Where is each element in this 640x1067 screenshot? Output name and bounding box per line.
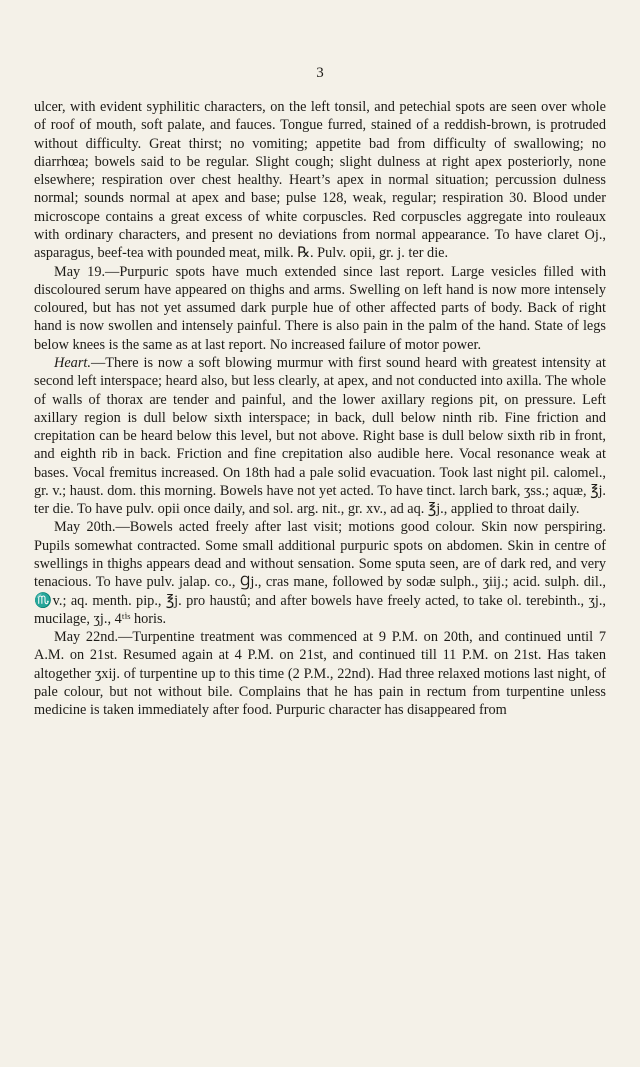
- paragraph-text: May 22nd.—Turpentine treatment was commenced at 9 P.M. on 20th, and continued until 7 A.M. on 21st. Resumed again at 4 P.M. on 21st, and continued till 11 P.M. on 21st. Has taken altogether ʒxij. of turpentine up to this time (2 P.M., 22nd). Had three relaxed motions last night, of pale colour, but not without bile. Complains that he has pain in rectum from turpentine unless medicine is taken immediately after food. Purpuric character has disappeared from: [34, 629, 606, 719]
- paragraph-text: May 20th.—Bowels acted freely after last visit; motions good colour. Skin now perspiring. Pupils somewhat contracted. Some small additional purpuric spots on abdomen. Skin in centre of swellings in thighs appears dead and without sensation. Some sputa seen, are of dark red, and very tenacious. To have pulv. jalap. co., Ɡj., cras mane, followed by sodæ sulph., ʒiij.; acid. sulph. dil., ♏v.; aq. menth. pip., ℥j. pro haustû; and after bowels have freely acted, to take ol. terebinth., ʒj., mucilage, ʒj., 4ᵗⁱˢ horis.: [34, 519, 606, 627]
- paragraph-case-continuation: [34, 98, 606, 263]
- paragraph-text: ulcer, with evident syphilitic characters, on the left tonsil, and petechial spots are seen over whole of roof of mouth, soft palate, and fauces. Tongue furred, stained of a reddish-brown, is protruded without difficulty. Great thirst; no vomiting; appetite bad from difficulty of swallowing; no diarrhœa; bowels said to be regular. Slight cough; slight dulness at right apex posteriorly, none elsewhere; respiration over chest healthy. Heart’s apex in normal situation; percussion dulness normal; sounds normal at apex and base; pulse 128, weak, regular; respiration 30. Blood under microscope contains a great excess of white corpuscles. Red corpuscles aggregate into rouleaux with ordinary characters, and present no deviations from normal appearance. To have claret Oj., asparagus, beef-tea with pounded meat, milk. ℞. Pulv. opii, gr. j. ter die.: [34, 99, 606, 262]
- paragraph-heading-heart: Heart.: [54, 354, 91, 371]
- page-number: 3: [316, 65, 324, 81]
- paragraph-may-19: [34, 263, 606, 354]
- paragraph-may-20: [34, 518, 606, 628]
- paragraph-heart: [34, 354, 606, 519]
- body-text: [34, 98, 606, 720]
- paragraph-text: —There is now a soft blowing murmur with first sound heard with greatest intensity at second left interspace; heard also, but less clearly, at apex, and not conducted into axilla. The whole of walls of thorax are tender and painful, and the lower axillary regions pit, on pressure. Left axillary region is dull below sixth interspace; in back, dull below ninth rib. Fine friction and crepitation can be heard below this level, but not above. Right base is dull below sixth rib in front, and eighth rib in back. Friction and fine crepitation also audible here. Vocal resonance weak at bases. Vocal fremitus increased. On 18th had a pale solid evacuation. Took last night pil. calomel., gr. v.; haust. dom. this morning. Bowels have not yet acted. To have tinct. larch bark, ʒss.; aquæ, ℥j. ter die. To have pulv. opii once daily, and sol. arg. nit., gr. xv., ad aq. ℥j., applied to throat daily.: [34, 354, 606, 518]
- paragraph-text: May 19.—Purpuric spots have much extended since last report. Large vesicles filled with discoloured serum have appeared on thighs and arms. Swelling on left hand is now more intensely coloured, but has not yet assumed dark purple hue of other affected parts of body. Back of right hand is now swollen and intensely painful. There is also pain in the palm of the hand. State of legs below knees is the same as at last report. No increased failure of motor power.: [34, 263, 606, 353]
- paragraph-may-22: [34, 628, 606, 719]
